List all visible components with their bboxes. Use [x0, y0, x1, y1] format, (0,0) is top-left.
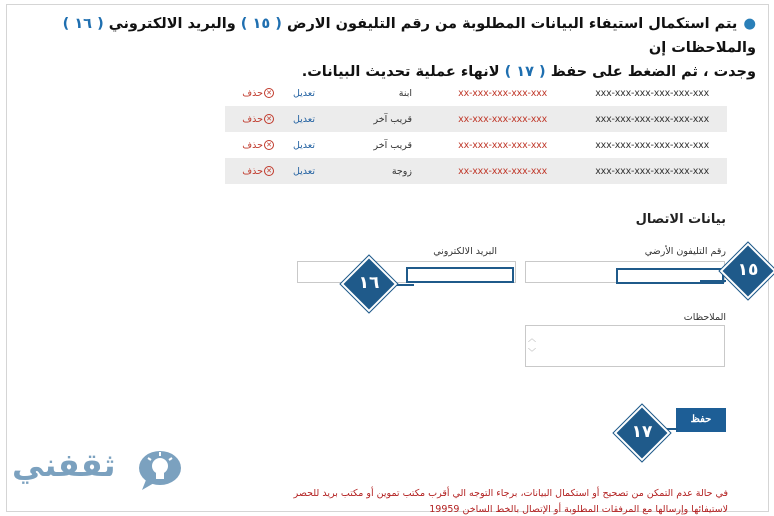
delete-link[interactable]: ✕حذف: [242, 114, 274, 125]
instructions-text: [26, 12, 756, 84]
step-badge-17-label: ١٧: [631, 422, 653, 442]
card-id-cell: xx-xxx-xxx-xxx-xxx: [458, 139, 547, 151]
national-id-cell: xxx-xxx-xxx-xxx-xxx-xxx: [595, 113, 709, 125]
delete-icon: ✕: [264, 166, 274, 176]
national-id-cell: xxx-xxx-xxx-xxx-xxx-xxx: [595, 87, 709, 99]
lightbulb-icon: [136, 448, 184, 492]
site-logo-text: ثقفني: [12, 446, 116, 484]
table-row: [225, 80, 727, 106]
edit-link[interactable]: تعديل: [292, 139, 315, 151]
table-row: [225, 132, 727, 158]
national-id-cell: xxx-xxx-xxx-xxx-xxx-xxx: [595, 165, 709, 177]
relation-cell: زوجة: [391, 165, 412, 177]
table-row: [225, 106, 727, 132]
instructions-line-2: وجدت ، ثم الضغط على حفظ ( ١٧ ) لانهاء عملية تحديث البيانات.: [301, 64, 756, 80]
family-members-table: [225, 80, 727, 184]
contact-section-title: بيانات الاتصال: [635, 212, 726, 227]
edit-link[interactable]: تعديل: [292, 87, 315, 99]
notes-textarea[interactable]: [525, 325, 725, 367]
delete-link[interactable]: ✕حذف: [242, 166, 274, 177]
relation-cell: قريب آخر: [373, 139, 412, 151]
edit-link[interactable]: تعديل: [292, 165, 315, 177]
card-id-cell: xx-xxx-xxx-xxx-xxx: [458, 113, 547, 125]
bullet-icon: ●: [743, 16, 756, 32]
step-badge-15-label: ١٥: [737, 260, 759, 280]
footer-note: في حالة عدم التمكن من تصحيح أو استكمال البيانات، برجاء التوجه الي أقرب مكتب تموين أو مكتب بريد للحصر لاستيفائها وإرسالها مع المرفقات المطلوبة أو الإتصال بالخط الساخن 19959: [293, 488, 728, 515]
delete-icon: ✕: [264, 88, 274, 98]
card-id-cell: xx-xxx-xxx-xxx-xxx: [458, 87, 547, 99]
delete-link[interactable]: ✕حذف: [242, 88, 274, 99]
delete-icon: ✕: [264, 140, 274, 150]
textarea-scroll-icon[interactable]: ︿ ﹀: [528, 334, 536, 357]
card-id-cell: xx-xxx-xxx-xxx-xxx: [458, 165, 547, 177]
notes-label: الملاحظات: [683, 312, 726, 323]
national-id-cell: xxx-xxx-xxx-xxx-xxx-xxx: [595, 139, 709, 151]
table-row: [225, 158, 727, 184]
email-label: البريد الالكتروني: [433, 246, 497, 257]
delete-link[interactable]: ✕حذف: [242, 140, 274, 151]
relation-cell: ابنة: [398, 87, 412, 99]
arrow-15: [700, 280, 726, 282]
relation-cell: قريب آخر: [373, 113, 412, 125]
landline-label: رقم التليفون الأرضي: [644, 246, 726, 257]
instructions-line-1: ●يتم استكمال استيفاء البيانات المطلوبة من رقم التليفون الارض ( ١٥ ) والبريد الالكتروني ( ١٦ ) والملاحظات إن: [62, 16, 756, 56]
email-input[interactable]: [406, 267, 514, 283]
step-badge-16-label: ١٦: [358, 273, 380, 293]
delete-icon: ✕: [264, 114, 274, 124]
edit-link[interactable]: تعديل: [292, 113, 315, 125]
save-button[interactable]: حفظ: [676, 408, 726, 432]
